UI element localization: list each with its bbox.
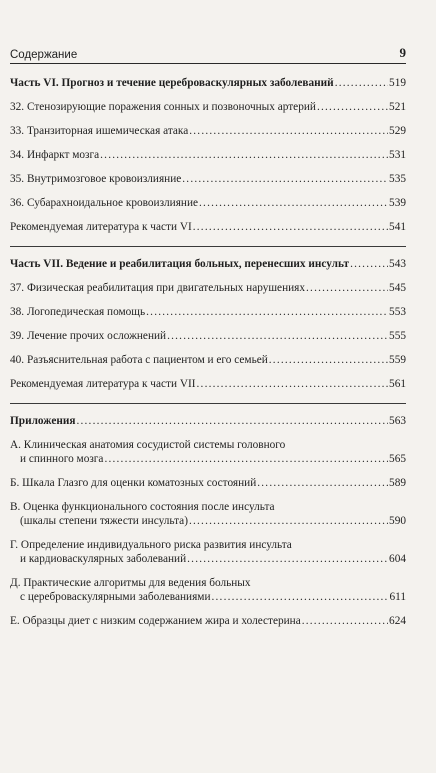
entry-title-line1: В. Оценка функционального состояния после инсульта <box>10 501 275 513</box>
entry-title: 37. Физическая реабилитация при двигательных нарушениях <box>10 282 306 294</box>
toc-entry[interactable] <box>10 438 406 466</box>
leader-dots <box>269 353 388 367</box>
entry-title-line1: Г. Определение индивидуального риска развития инсульта <box>10 539 292 551</box>
entry-title-line2: (шкалы степени тяжести инсульта) <box>20 515 188 527</box>
toc-entry[interactable] <box>10 196 406 210</box>
leader-dots <box>104 452 388 466</box>
leader-dots <box>302 614 388 628</box>
entry-title: 36. Субарахноидальное кровоизлияние <box>10 197 199 209</box>
entry-page: 589 <box>389 477 406 489</box>
toc-entry[interactable] <box>10 305 406 319</box>
leader-dots <box>350 257 388 271</box>
section-part-6 <box>10 76 406 234</box>
entry-page: 563 <box>389 415 406 427</box>
entry-page: 531 <box>389 149 406 161</box>
entry-title-line2: и кардиоваскулярных заболеваний <box>20 553 187 565</box>
table-of-contents <box>10 66 406 628</box>
entry-page: 553 <box>389 306 406 318</box>
entry-title: 40. Разъяснительная работа с пациентом и его семьей <box>10 354 268 366</box>
toc-entry[interactable] <box>10 220 406 234</box>
entry-title-line2: с цереброваскулярными заболеваниями <box>20 591 211 603</box>
entry-title-line2: и спинного мозга <box>20 453 104 465</box>
running-header <box>10 41 406 64</box>
entry-page: 539 <box>389 197 406 209</box>
entry-page: 624 <box>389 615 406 627</box>
leader-dots <box>167 329 388 343</box>
entry-page: 541 <box>389 221 406 233</box>
entry-page: 529 <box>389 125 406 137</box>
page-number: 9 <box>399 45 406 60</box>
leader-dots <box>100 148 388 162</box>
toc-entry[interactable] <box>10 576 406 604</box>
toc-entry[interactable] <box>10 614 406 628</box>
entry-title: Приложения <box>10 415 76 427</box>
entry-title: Е. Образцы диет с низким содержанием жира и холестерина <box>10 615 301 627</box>
entry-page: 604 <box>389 553 406 565</box>
toc-entry[interactable] <box>10 329 406 343</box>
entry-title: 34. Инфаркт мозга <box>10 149 100 161</box>
entry-page: 565 <box>389 453 406 465</box>
toc-part-heading[interactable] <box>10 414 406 428</box>
entry-title: 35. Внутримозговое кровоизлияние <box>10 173 182 185</box>
leader-dots <box>76 414 388 428</box>
toc-part-heading[interactable] <box>10 257 406 271</box>
entry-page: 590 <box>389 515 406 527</box>
entry-page: 519 <box>389 77 406 89</box>
leader-dots <box>306 281 388 295</box>
section-divider <box>10 403 406 404</box>
entry-title: Часть VII. Ведение и реабилитация больных, перенесших инсульт <box>10 258 350 270</box>
leader-dots <box>199 196 388 210</box>
leader-dots <box>146 305 388 319</box>
toc-entry[interactable] <box>10 124 406 138</box>
entry-page: 521 <box>389 101 406 113</box>
entry-title: Рекомендуемая литература к части VI <box>10 221 192 233</box>
entry-title-line1: Д. Практические алгоритмы для ведения больных <box>10 577 251 589</box>
leader-dots <box>182 172 388 186</box>
toc-entry[interactable] <box>10 500 406 528</box>
leader-dots <box>193 220 388 234</box>
entry-page: 559 <box>389 354 406 366</box>
toc-entry[interactable] <box>10 538 406 566</box>
leader-dots <box>197 377 389 391</box>
leader-dots <box>335 76 388 90</box>
leader-dots <box>212 590 389 604</box>
toc-entry[interactable] <box>10 172 406 186</box>
toc-entry[interactable] <box>10 148 406 162</box>
toc-part-heading[interactable] <box>10 76 406 90</box>
entry-page: 543 <box>389 258 406 270</box>
entry-page: 561 <box>389 378 406 390</box>
section-part-7 <box>10 257 406 391</box>
toc-entry[interactable] <box>10 476 406 490</box>
toc-entry[interactable] <box>10 281 406 295</box>
header-title: Содержание <box>10 49 78 61</box>
toc-entry[interactable] <box>10 377 406 391</box>
entry-title: Рекомендуемая литература к части VII <box>10 378 196 390</box>
leader-dots <box>257 476 388 490</box>
entry-title: Часть VI. Прогноз и течение цереброваскулярных заболеваний <box>10 77 334 89</box>
entry-page: 535 <box>389 173 406 185</box>
entry-title: 32. Стенозирующие поражения сонных и позвоночных артерий <box>10 101 316 113</box>
entry-title: 38. Логопедическая помощь <box>10 306 146 318</box>
entry-title: 33. Транзиторная ишемическая атака <box>10 125 189 137</box>
entry-title: Б. Шкала Глазго для оценки коматозных состояний <box>10 477 257 489</box>
leader-dots <box>189 514 388 528</box>
entry-title-line1: А. Клиническая анатомия сосудистой системы головного <box>10 439 286 451</box>
entry-page: 555 <box>389 330 406 342</box>
toc-entry[interactable] <box>10 100 406 114</box>
entry-page: 545 <box>389 282 406 294</box>
entry-page: 611 <box>389 591 406 603</box>
entry-title: 39. Лечение прочих осложнений <box>10 330 167 342</box>
leader-dots <box>317 100 388 114</box>
leader-dots <box>189 124 388 138</box>
section-divider <box>10 246 406 247</box>
section-appendix <box>10 414 406 628</box>
leader-dots <box>187 552 388 566</box>
toc-entry[interactable] <box>10 353 406 367</box>
